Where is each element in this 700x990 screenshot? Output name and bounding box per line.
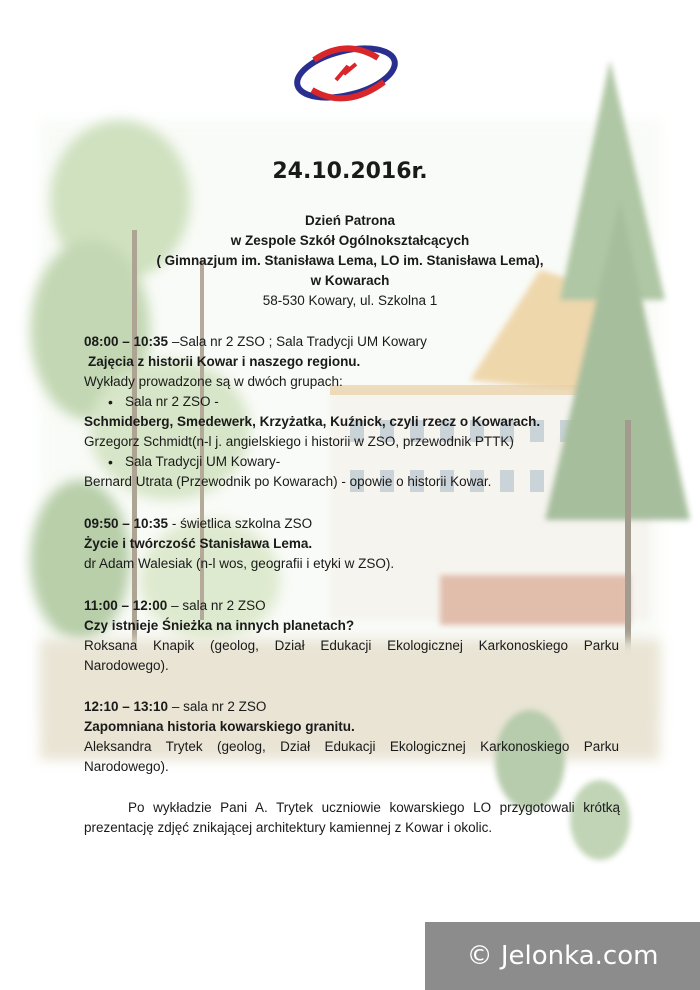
event-date: 24.10.2016r. bbox=[272, 159, 428, 184]
session-1-group-1-topic: Schmideberg, Smedewerk, Krzyżatka, Kuźnick, czyli rzecz o Kowarach. bbox=[84, 414, 541, 429]
session-3-title: Czy istnieje Śnieżka na innych planetach? bbox=[84, 618, 355, 633]
school-town: w Kowarach bbox=[310, 273, 390, 288]
watermark: © Jelonka.com bbox=[425, 922, 700, 990]
session-2-title: Życie i twórczość Stanisława Lema. bbox=[84, 536, 313, 551]
session-1-group-2-room: • Sala Tradycji UM Kowary- bbox=[125, 452, 280, 472]
session-1-heading bbox=[84, 332, 624, 352]
session-4-heading bbox=[84, 697, 624, 717]
event-name: Dzień Patrona bbox=[304, 213, 396, 228]
session-4-place: – sala nr 2 ZSO bbox=[168, 699, 267, 714]
session-1-group-1-room: • Sala nr 2 ZSO - bbox=[125, 392, 219, 412]
session-2-time: 09:50 – 10:35 bbox=[84, 516, 169, 531]
session-2-heading bbox=[84, 514, 624, 534]
session-3-heading bbox=[84, 596, 624, 616]
closing-paragraph: Po wykładzie Pani A. Trytek uczniowie kowarskiego LO przygotowali krótką prezentację zdjęć znikającej architektury kamiennej z Kowar i okolic. bbox=[84, 800, 620, 835]
session-1-intro: Wykłady prowadzone są w dwóch grupach: bbox=[84, 374, 343, 389]
session-3-time: 11:00 – 12:00 bbox=[84, 598, 168, 613]
session-4-speaker: Aleksandra Trytek (geolog, Dział Edukacji Ekologicznej Karkonoskiego Parku Narodowego). bbox=[84, 739, 619, 774]
school-units: ( Gimnazjum im. Stanisława Lema, LO im. Stanisława Lema), bbox=[156, 253, 544, 268]
session-2-place: - świetlica szkolna ZSO bbox=[168, 516, 313, 531]
session-2-speaker: dr Adam Walesiak (n-l wos, geografii i etyki w ZSO). bbox=[84, 556, 395, 571]
session-4-time: 12:10 – 13:10 bbox=[84, 699, 169, 714]
session-1-time: 08:00 – 10:35 bbox=[84, 334, 169, 349]
session-3-speaker: Roksana Knapik (geolog, Dział Edukacji Ekologicznej Karkonoskiego Parku Narodowego). bbox=[84, 638, 619, 673]
school-address: 58-530 Kowary, ul. Szkolna 1 bbox=[262, 293, 438, 308]
session-1-group-1-speaker: Grzegorz Schmidt(n-l j. angielskiego i historii w ZSO, przewodnik PTTK) bbox=[84, 434, 514, 449]
session-1-group-2-speaker: Bernard Utrata (Przewodnik po Kowarach) - opowie o historii Kowar. bbox=[84, 474, 492, 489]
session-1-place: –Sala nr 2 ZSO ; Sala Tradycji UM Kowary bbox=[168, 334, 427, 349]
session-3-place: – sala nr 2 ZSO bbox=[167, 598, 266, 613]
session-4-title: Zapomniana historia kowarskiego granitu. bbox=[84, 719, 355, 734]
school-name: w Zespole Szkół Ogólnokształcących bbox=[230, 233, 470, 248]
session-1-title: Zajęcia z historii Kowar i naszego regionu. bbox=[88, 354, 361, 369]
